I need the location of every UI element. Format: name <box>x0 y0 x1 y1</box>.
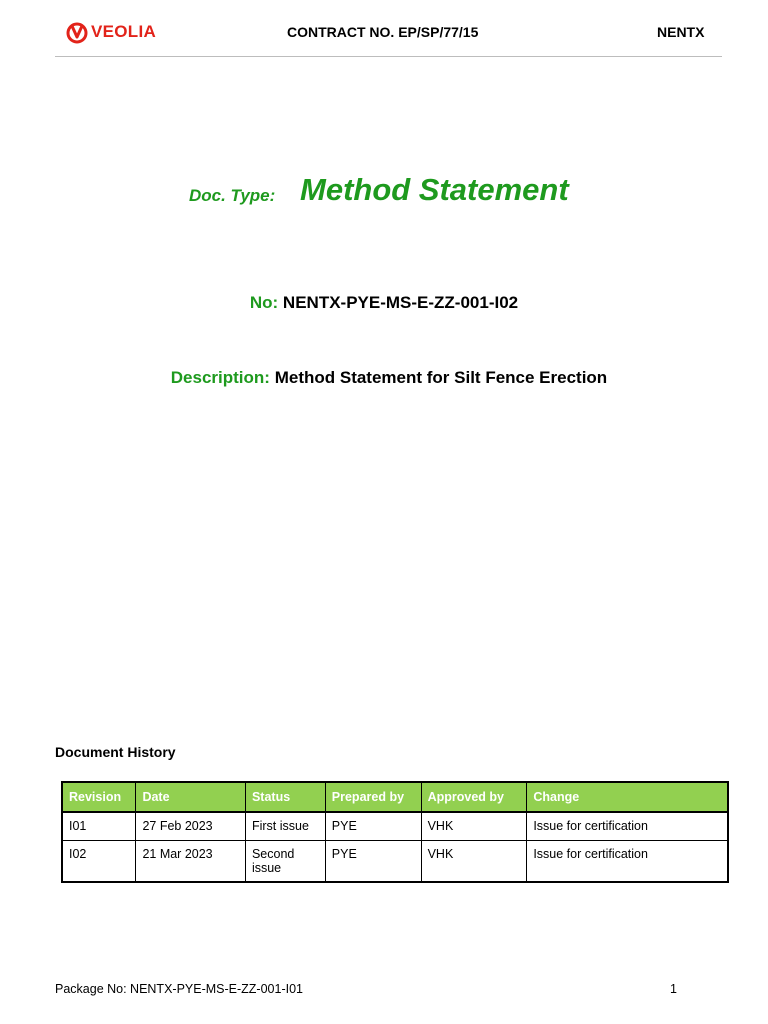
column-header-date: Date <box>136 782 246 812</box>
column-header-status: Status <box>245 782 325 812</box>
cell-change: Issue for certification <box>527 812 728 841</box>
logo-text: VEOLIA <box>91 22 157 41</box>
document-history-title: Document History <box>55 744 176 760</box>
header-divider <box>55 56 722 57</box>
table-row <box>62 812 728 841</box>
column-header-prepared-by: Prepared by <box>325 782 421 812</box>
column-header-change: Change <box>527 782 728 812</box>
footer-page-number: 1 <box>670 982 677 996</box>
cell-prepared-by: PYE <box>325 812 421 841</box>
cell-change: Issue for certification <box>527 841 728 883</box>
column-header-approved-by: Approved by <box>421 782 527 812</box>
cell-revision: I01 <box>62 812 136 841</box>
cell-approved-by: VHK <box>421 841 527 883</box>
document-number-value: NENTX-PYE-MS-E-ZZ-001-I02 <box>282 293 519 312</box>
cell-prepared-by: PYE <box>325 841 421 883</box>
description-value: Method Statement for Silt Fence Erection <box>274 368 608 387</box>
table-row <box>62 841 728 883</box>
doc-type-value: Method Statement <box>300 172 569 207</box>
document-number <box>0 293 768 313</box>
cell-date: 21 Mar 2023 <box>136 841 246 883</box>
cell-status: First issue <box>245 812 325 841</box>
column-header-revision: Revision <box>62 782 136 812</box>
cell-revision: I02 <box>62 841 136 883</box>
veolia-logo-icon <box>66 20 88 44</box>
cell-date: 27 Feb 2023 <box>136 812 246 841</box>
document-history-table <box>61 781 729 883</box>
footer-package-number: Package No: NENTX-PYE-MS-E-ZZ-001-I01 <box>55 982 303 996</box>
description-label: Description: <box>170 368 270 387</box>
project-code: NENTX <box>657 24 705 40</box>
table-header-row <box>62 782 728 812</box>
cell-status: Second issue <box>245 841 325 883</box>
document-number-label: No: <box>249 293 279 312</box>
cell-approved-by: VHK <box>421 812 527 841</box>
contract-number: CONTRACT NO. EP/SP/77/15 <box>287 24 479 40</box>
veolia-logo <box>66 18 156 46</box>
doc-type-label: Doc. Type: <box>189 186 276 205</box>
document-description <box>0 368 768 388</box>
